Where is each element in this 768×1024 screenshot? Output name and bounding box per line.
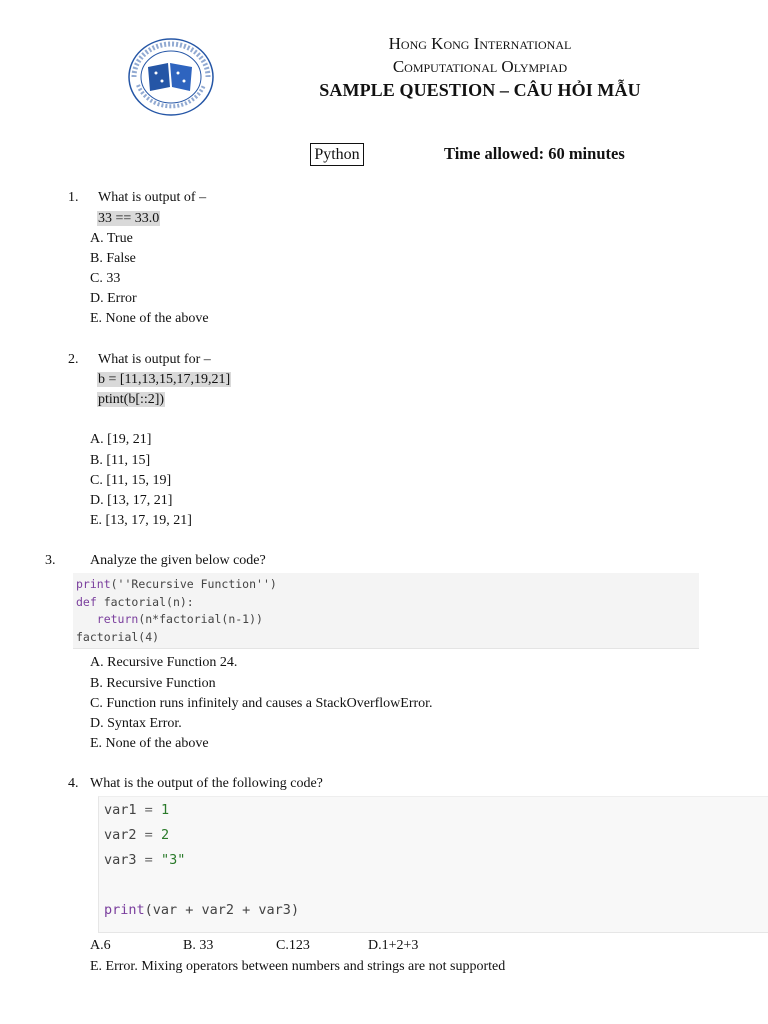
q3-code-line-1: print(''Recursive Function'') <box>76 577 277 591</box>
q4-option-a: A.6 <box>90 938 111 953</box>
q3-code-line-3: return(n*factorial(n-1)) <box>96 612 263 626</box>
q1-option-c: C. 33 <box>90 271 121 286</box>
q3-option-c: C. Function runs infinitely and causes a StackOverflowError. <box>90 696 433 711</box>
q3-code-line-4: factorial(4) <box>76 629 160 644</box>
time-allowed: Time allowed: 60 minutes <box>444 144 625 163</box>
q3-code-line-2: def factorial(n): <box>76 594 194 609</box>
q4-code-block <box>98 796 768 933</box>
q4-code-line-3: var3 = "3" <box>104 852 186 868</box>
q2-text: What is output for – <box>98 352 211 367</box>
q4-code-line-1: var1 = 1 <box>104 802 170 818</box>
q1-option-e: E. None of the above <box>90 311 209 326</box>
q1-code: 33 == 33.0 <box>98 211 160 226</box>
q2-code-line-1: b = [11,13,15,17,19,21] <box>98 372 231 387</box>
q4-text: What is the output of the following code? <box>90 776 323 791</box>
q2-option-b: B. [11, 15] <box>90 453 151 468</box>
q3-text: Analyze the given below code? <box>90 553 266 568</box>
header-line-1: Hong Kong International <box>388 34 572 53</box>
olympiad-logo <box>126 37 216 117</box>
q3-option-a: A. Recursive Function 24. <box>90 655 238 670</box>
q2-code-line-2: ptint(b[::2]) <box>98 392 165 407</box>
q2-option-a: A. [19, 21] <box>90 432 152 447</box>
q4-option-c: C.123 <box>276 938 310 953</box>
language-box: Python <box>310 143 364 166</box>
q1-number: 1. <box>68 190 79 205</box>
q4-code-line-5: print(var + var2 + var3) <box>104 902 300 918</box>
q2-option-d: D. [13, 17, 21] <box>90 493 173 508</box>
q3-code-block <box>73 573 699 649</box>
header-line-2: Computational Olympiad <box>392 57 568 76</box>
q3-option-d: D. Syntax Error. <box>90 716 182 731</box>
q3-number: 3. <box>45 553 56 568</box>
document-title: SAMPLE QUESTION – CÂU HỎI MẪU <box>319 80 641 100</box>
q2-option-e: E. [13, 17, 19, 21] <box>90 513 192 528</box>
q4-option-d: D.1+2+3 <box>368 938 419 953</box>
q1-option-b: B. False <box>90 251 136 266</box>
q3-option-e: E. None of the above <box>90 736 209 751</box>
q1-option-a: A. True <box>90 231 133 246</box>
q2-number: 2. <box>68 352 79 367</box>
q1-text: What is output of – <box>98 190 207 205</box>
q1-option-d: D. Error <box>90 291 137 306</box>
q4-number: 4. <box>68 776 79 791</box>
q3-option-b: B. Recursive Function <box>90 676 216 691</box>
q4-option-b: B. 33 <box>183 938 214 953</box>
q4-code-line-2: var2 = 2 <box>104 827 170 843</box>
q4-option-e: E. Error. Mixing operators between numbers and strings are not supported <box>90 959 506 974</box>
q2-option-c: C. [11, 15, 19] <box>90 473 172 488</box>
